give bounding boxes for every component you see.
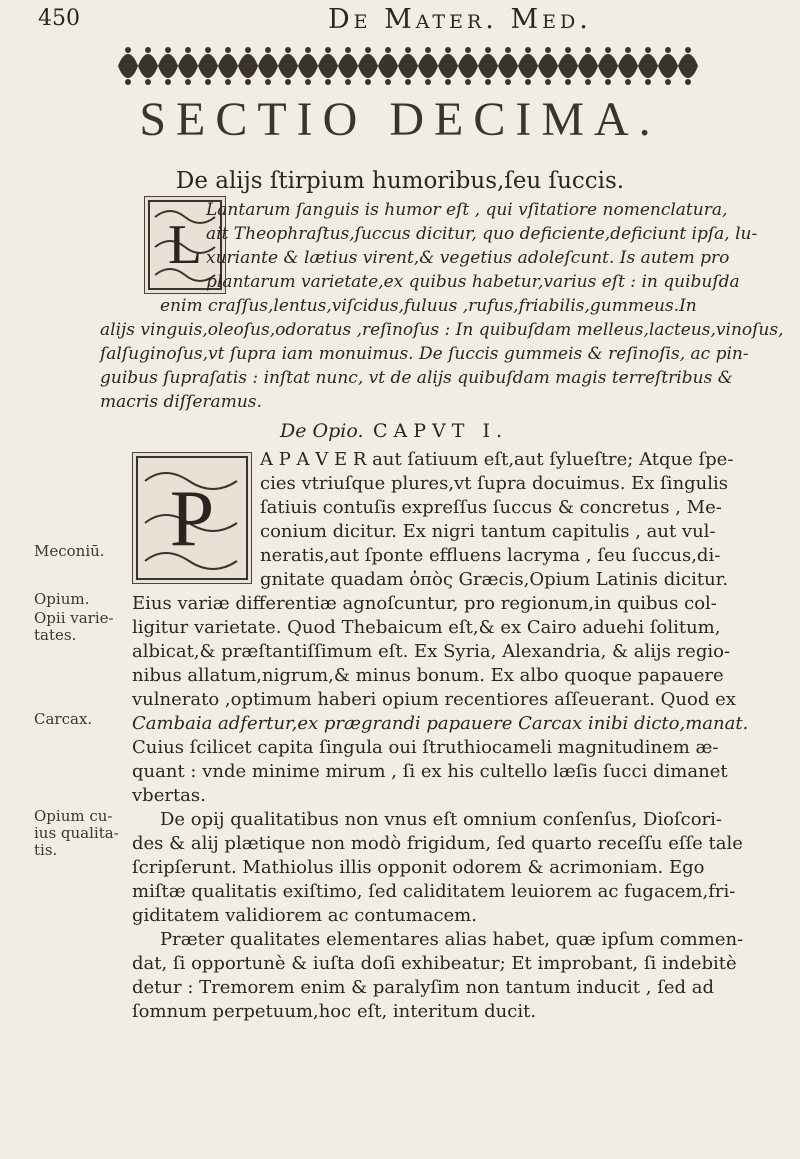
body-line: dat, ſi opportunè & iuſta doſi exhibeatur; Et improbant, ſi indebitè: [132, 953, 737, 974]
intro-line: plantarum varietate,ex quibus habetur,varius eſt : in quibuſda: [206, 272, 740, 292]
body-line: ſcripſerunt. Mathiolus illis opponit odorem & acrimoniam. Ego: [132, 857, 705, 878]
body-line: Cambaia adfertur,ex prægrandi papauere Carcax inibi dicto,manat.: [132, 713, 749, 734]
decorative-headpiece: [118, 44, 698, 88]
chapter-topic: De Opio.: [280, 420, 364, 442]
body-line: neratis,aut ſponte effluens lacryma , ſeu ſuccus,di-: [260, 545, 721, 566]
body-line: miſtæ qualitatis exiſtimo, ſed caliditatem leuiorem ac fugacem,fri-: [132, 881, 736, 902]
running-head: [0, 4, 800, 38]
intro-line: enim craſſus,lentus,viſcidus,fuluus ,rufus,friabilis,gummeus.In: [160, 296, 697, 316]
intro-line: ſalſuginoſus,vt ſupra iam monuimus. De ſuccis gummeis & reſinoſis, ac pin-: [100, 344, 749, 364]
svg-text:P: P: [169, 475, 215, 563]
running-title: De Mater. Med.: [328, 4, 592, 35]
margin-note: Meconiū.: [34, 542, 105, 560]
body-line: ſomnum perpetuum,hoc eſt, interitum ducit.: [132, 1001, 537, 1022]
intro-line: guibus ſupraſatis : inſtat nunc, vt de alijs quibuſdam magis terreſtribus &: [100, 368, 733, 388]
body-line: ligitur varietate. Quod Thebaicum eſt,& ex Cairo aduehi ſolitum,: [132, 617, 721, 638]
body-line: vulnerato ,optimum haberi opium recentiores aſſeuerant. Quod ex: [132, 689, 736, 710]
body-line: gnitate quadam ὀπὸς Græcis,Opium Latinis dicitur.: [260, 569, 729, 590]
section-introduction: [100, 198, 784, 414]
body-line: vbertas.: [132, 785, 206, 806]
margin-note: ius qualita-: [34, 824, 119, 842]
body-line: albicat,& præſtantiſſimum eſt. Ex Syria, Alexandria, & alijs regio-: [132, 641, 731, 662]
body-line: Cuius ſcilicet capita ſingula oui ſtruthiocameli magnitudinem æ-: [132, 737, 719, 758]
margin-note: Opii varie-: [34, 609, 114, 627]
body-line: Præter qualitates elementares alias habet, quæ ipſum commen-: [160, 929, 744, 950]
body-line: A P A V E R aut ſatiuum eſt,aut ſylueſtre; Atque ſpe-: [260, 449, 734, 470]
body-line: ſatiuis contuſis expreſſus ſuccus & concretus , Me-: [260, 497, 722, 518]
body-line: des & alij plætique non modò frigidum, ſed quarto receſſu eſſe tale: [132, 833, 743, 854]
body-line: giditatem validiorem ac contumacem.: [132, 905, 477, 926]
body-line: conium dicitur. Ex nigri tantum capitulis , aut vul-: [260, 521, 716, 542]
chapter-body: [132, 448, 772, 1024]
intro-line: macris diſſeramus.: [100, 392, 262, 412]
intro-line: ait Theophraſtus,ſuccus dicitur, quo deficiente,deficiunt ipſa, lu-: [206, 224, 758, 244]
body-line: detur : Tremorem enim & paralyſim non tantum inducit , ſed ad: [132, 977, 715, 998]
body-line: nibus allatum,nigrum,& minus bonum. Ex albo quoque papauere: [132, 665, 724, 686]
margin-note: Opium.: [34, 590, 90, 608]
body-line: Eius variæ differentiæ agnoſcuntur, pro regionum,in quibus col-: [132, 593, 717, 614]
body-line: cies vtriuſque plures,vt ſupra docuimus. Ex ſingulis: [260, 473, 729, 494]
body-line: De opij qualitatibus non vnus eſt omnium conſenſus, Dioſcori-: [160, 809, 722, 830]
margin-note: Carcax.: [34, 710, 93, 728]
section-subtitle: De alijs ſtirpium humoribus,ſeu ſuccis.: [175, 168, 625, 194]
intro-line: Lantarum ſanguis is humor eſt , qui vſitatiore nomenclatura,: [206, 200, 728, 220]
page-number: 450: [38, 6, 80, 31]
svg-text:L: L: [167, 214, 203, 276]
margin-note: Opium cu-: [34, 807, 113, 825]
margin-note: tates.: [34, 626, 77, 644]
intro-line: xuriante & lætius virent,& vegetius adoleſcunt. Is autem pro: [206, 248, 730, 268]
body-line: quant : vnde minime mirum , ſi ex his cultello læſis ſucci dimanet: [132, 761, 728, 782]
margin-note: tis.: [34, 841, 58, 859]
section-title: SECTIO DECIMA.: [139, 93, 661, 146]
intro-line: alijs vinguis,oleoſus,odoratus ,reſinoſus : In quibuſdam melleus,lacteus,vinoſus,: [100, 320, 784, 340]
chapter-number: CAPVT I.: [373, 420, 509, 442]
